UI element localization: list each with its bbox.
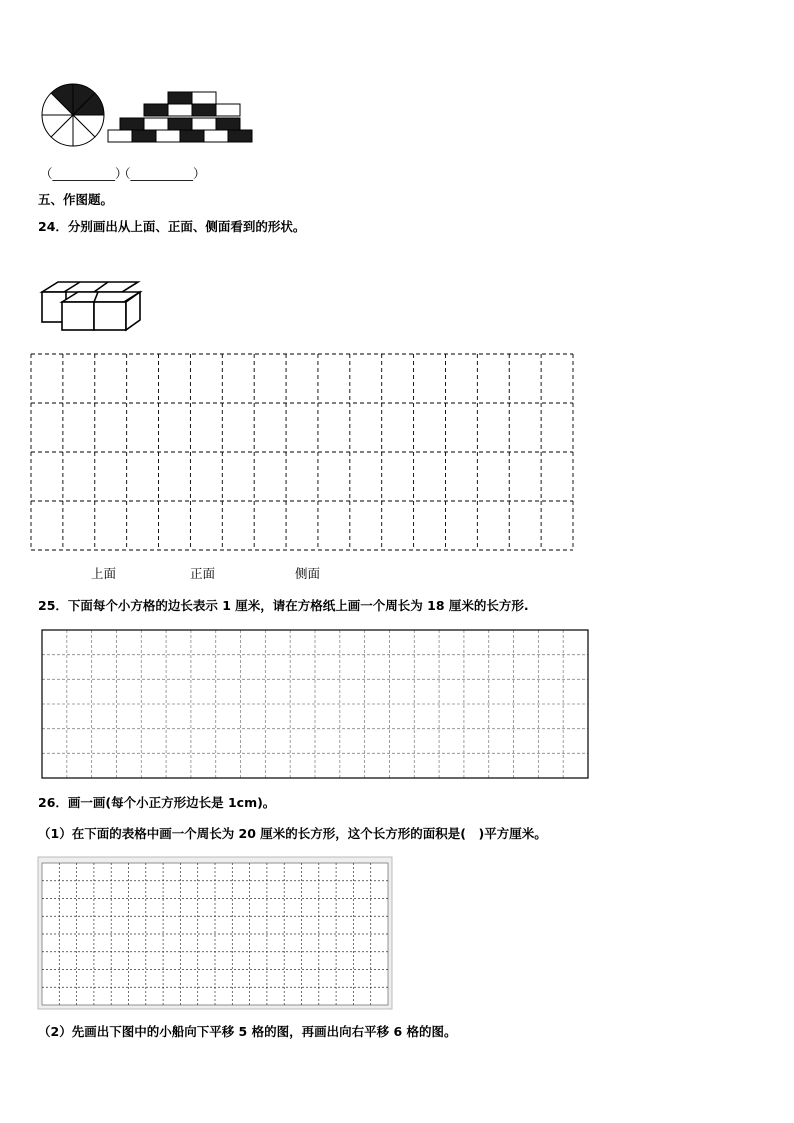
section-heading: 五、作图题。 <box>38 192 114 207</box>
brick-pile-figure <box>108 92 248 148</box>
view-label-front: 正面 <box>190 566 216 581</box>
cube-front-left <box>62 302 94 330</box>
brick-pile <box>108 92 252 142</box>
brick <box>144 118 168 130</box>
fraction-circle-figure <box>40 84 106 150</box>
brick <box>180 130 204 142</box>
cube-back-top <box>42 282 138 292</box>
brick <box>192 92 216 104</box>
cube-arrangement-figure <box>40 280 144 334</box>
answer-blank-1[interactable]: （__________） <box>40 166 128 181</box>
brick <box>168 92 192 104</box>
brick <box>192 104 216 116</box>
question-25-grid[interactable] <box>41 629 589 779</box>
question-24-prompt: 24．分别画出从上面、正面、侧面看到的形状。 <box>38 219 306 234</box>
brick <box>132 130 156 142</box>
question-24-grid[interactable] <box>30 353 574 551</box>
brick <box>108 130 132 142</box>
brick <box>216 104 240 116</box>
answer-blank-2[interactable]: （__________） <box>118 166 206 181</box>
brick <box>144 104 168 116</box>
brick <box>168 104 192 116</box>
cube-front-right <box>94 302 126 330</box>
brick <box>228 130 252 142</box>
brick <box>192 118 216 130</box>
question-25-prompt: 25．下面每个小方格的边长表示 1 厘米，请在方格纸上画一个周长为 18 厘米的长方形. <box>38 598 529 613</box>
question-26-sub1: （1）在下面的表格中画一个周长为 20 厘米的长方形，这个长方形的面积是( )平方厘米。 <box>38 826 547 841</box>
question-26-prompt: 26．画一画(每个小正方形边长是 1cm)。 <box>38 795 276 810</box>
fraction-circle <box>42 84 104 146</box>
question-26-sub2: （2）先画出下图中的小船向下平移 5 格的图，再画出向右平移 6 格的图。 <box>38 1024 457 1039</box>
brick <box>156 130 180 142</box>
view-label-side: 侧面 <box>295 566 321 581</box>
brick <box>204 130 228 142</box>
brick <box>216 118 240 130</box>
question-26-grid[interactable] <box>38 857 392 1009</box>
view-label-top: 上面 <box>91 566 117 581</box>
brick <box>168 118 192 130</box>
brick <box>120 118 144 130</box>
